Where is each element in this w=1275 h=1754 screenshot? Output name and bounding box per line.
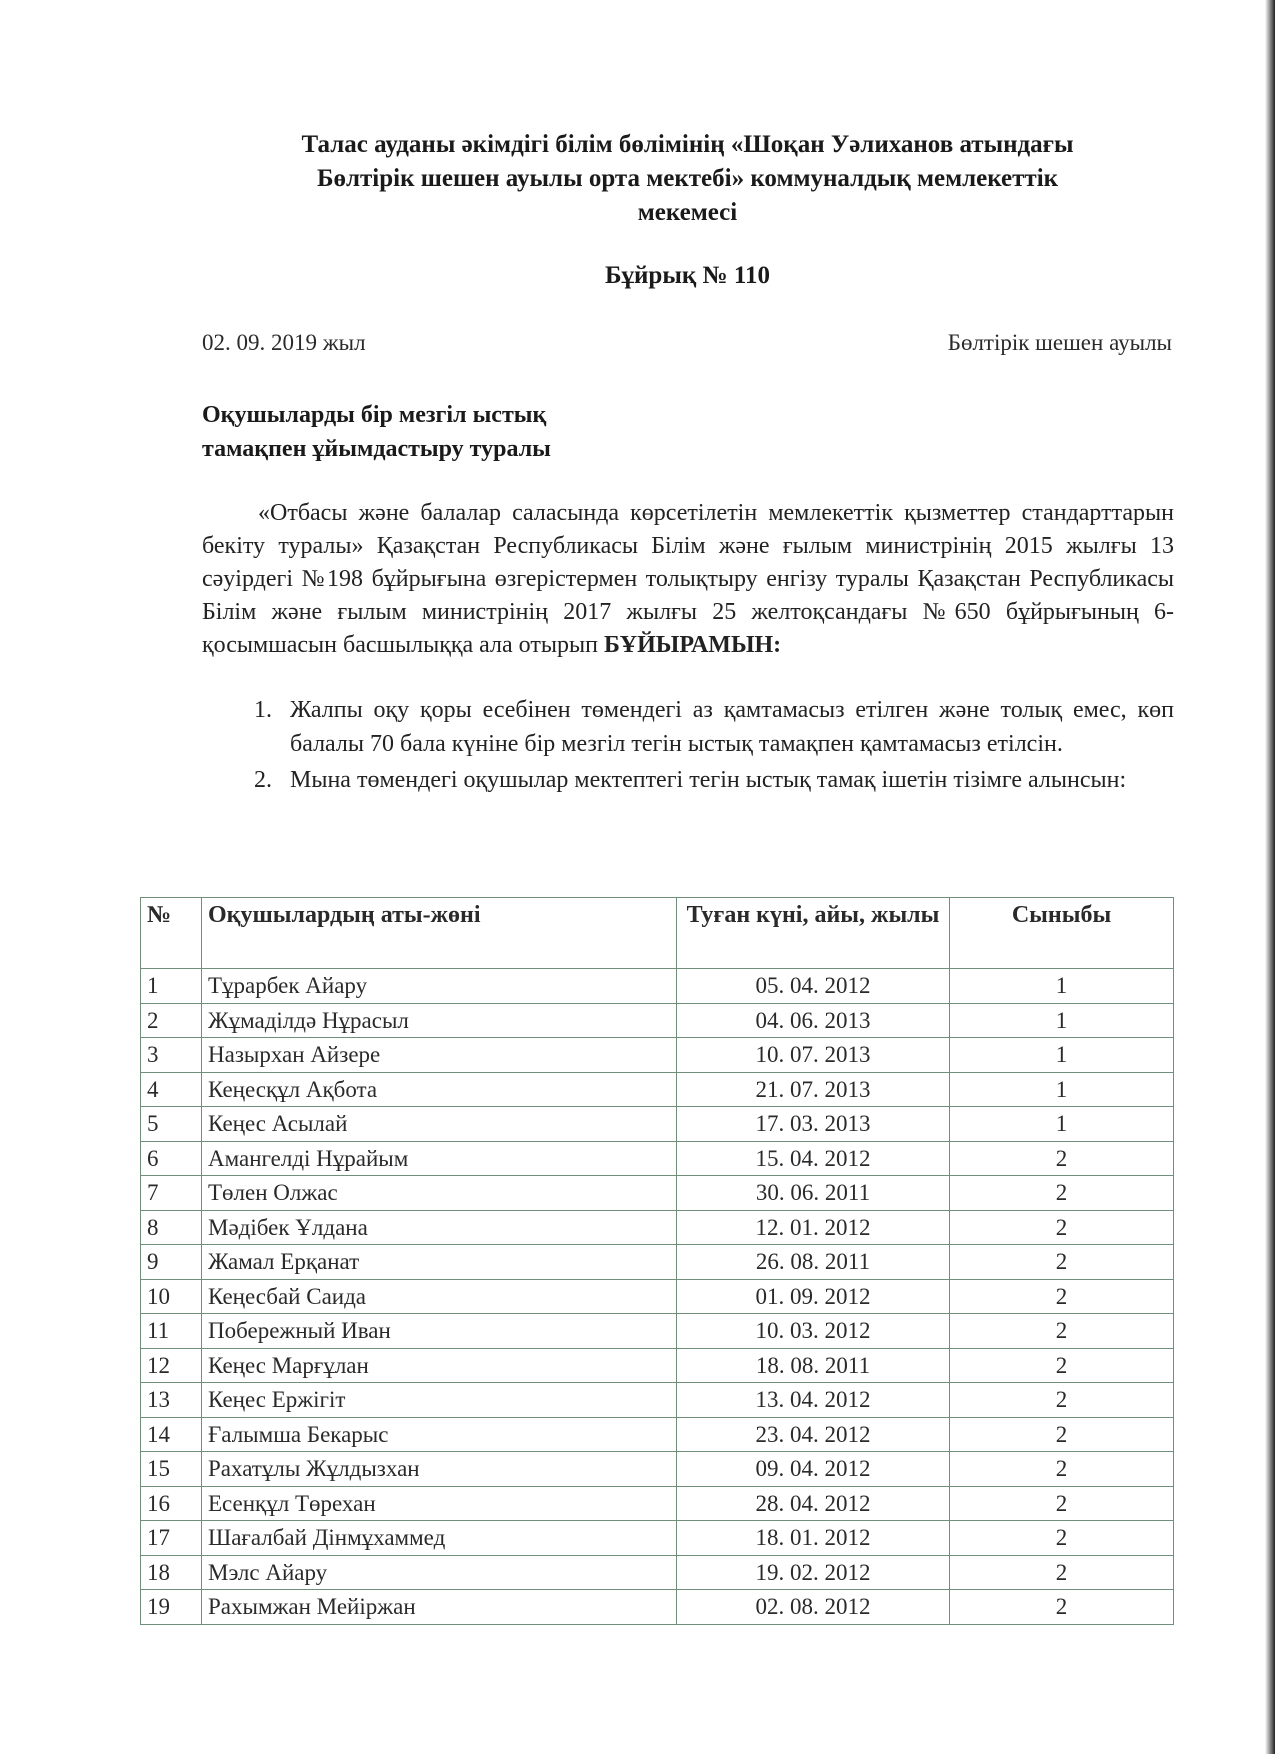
row-number-cell: 14 [141, 1417, 202, 1452]
grade-cell: 1 [950, 1003, 1174, 1038]
students-table-body [141, 969, 1174, 1625]
row-number-cell: 10 [141, 1279, 202, 1314]
birthdate-cell: 01. 09. 2012 [677, 1279, 950, 1314]
order-date: 02. 09. 2019 жыл [202, 330, 366, 355]
order-item [250, 763, 1174, 797]
birthdate-cell: 23. 04. 2012 [677, 1417, 950, 1452]
subject-line-1: Оқушыларды бір мезгіл ыстық [202, 402, 547, 428]
table-row [141, 1072, 1174, 1107]
table-row [141, 1245, 1174, 1280]
table-row [141, 1555, 1174, 1590]
scan-edge-shadow [1265, 0, 1275, 1754]
table-row [141, 1486, 1174, 1521]
birthdate-cell: 18. 08. 2011 [677, 1348, 950, 1383]
row-number-cell: 7 [141, 1176, 202, 1211]
birthdate-cell: 28. 04. 2012 [677, 1486, 950, 1521]
table-row [141, 1590, 1174, 1625]
student-name-cell: Мәдібек Ұлдана [202, 1210, 677, 1245]
table-row [141, 1003, 1174, 1038]
birthdate-cell: 09. 04. 2012 [677, 1452, 950, 1487]
birthdate-cell: 12. 01. 2012 [677, 1210, 950, 1245]
student-name-cell: Назырхан Айзере [202, 1038, 677, 1073]
grade-cell: 2 [950, 1176, 1174, 1211]
subject-line-2: тамақпен ұйымдастыру туралы [202, 436, 551, 462]
birthdate-cell: 13. 04. 2012 [677, 1383, 950, 1418]
student-name-cell: Побережный Иван [202, 1314, 677, 1349]
row-number-cell: 3 [141, 1038, 202, 1073]
student-name-cell: Мэлс Айару [202, 1555, 677, 1590]
student-name-cell: Кеңес Асылай [202, 1107, 677, 1142]
table-row [141, 1038, 1174, 1073]
student-name-cell: Төлен Олжас [202, 1176, 677, 1211]
table-header-row [141, 898, 1174, 969]
grade-cell: 2 [950, 1417, 1174, 1452]
student-name-cell: Кеңесқұл Ақбота [202, 1072, 677, 1107]
student-name-cell: Кеңес Ержігіт [202, 1383, 677, 1418]
row-number-cell: 17 [141, 1521, 202, 1556]
grade-cell: 2 [950, 1521, 1174, 1556]
row-number-cell: 8 [141, 1210, 202, 1245]
header-line-3: мекемесі [637, 199, 738, 226]
grade-cell: 1 [950, 1072, 1174, 1107]
table-row [141, 1314, 1174, 1349]
student-name-cell: Есенқұл Төрехан [202, 1486, 677, 1521]
row-number-cell: 15 [141, 1452, 202, 1487]
birthdate-cell: 19. 02. 2012 [677, 1555, 950, 1590]
preamble-emphasis: БҰЙЫРАМЫН: [603, 632, 782, 658]
birthdate-cell: 18. 01. 2012 [677, 1521, 950, 1556]
birthdate-cell: 10. 07. 2013 [677, 1038, 950, 1073]
column-header-birthdate: Туған күні, айы, жылы [677, 898, 950, 969]
column-header-grade: Сыныбы [950, 898, 1174, 969]
order-item [250, 693, 1174, 761]
grade-cell: 2 [950, 1245, 1174, 1280]
header-line-2: Бөлтірік шешен ауылы орта мектебі» коммуналдық мемлекеттік [316, 165, 1059, 192]
order-meta [202, 330, 1172, 356]
students-table [140, 897, 1174, 1625]
birthdate-cell: 17. 03. 2013 [677, 1107, 950, 1142]
grade-cell: 2 [950, 1555, 1174, 1590]
student-name-cell: Тұрарбек Айару [202, 969, 677, 1004]
table-row [141, 1521, 1174, 1556]
student-name-cell: Рахатұлы Жұлдызхан [202, 1452, 677, 1487]
student-name-cell: Кеңесбай Саида [202, 1279, 677, 1314]
row-number-cell: 11 [141, 1314, 202, 1349]
student-name-cell: Жамал Ерқанат [202, 1245, 677, 1280]
preamble-paragraph [202, 497, 1174, 662]
table-row [141, 1452, 1174, 1487]
institution-header [200, 128, 1175, 230]
table-row [141, 1383, 1174, 1418]
birthdate-cell: 05. 04. 2012 [677, 969, 950, 1004]
table-row [141, 1348, 1174, 1383]
table-row [141, 1210, 1174, 1245]
birthdate-cell: 04. 06. 2013 [677, 1003, 950, 1038]
order-item-number: 2. [254, 767, 272, 793]
grade-cell: 1 [950, 1038, 1174, 1073]
table-row [141, 1176, 1174, 1211]
order-title: Бұйрық № 110 [604, 262, 770, 289]
row-number-cell: 4 [141, 1072, 202, 1107]
row-number-cell: 2 [141, 1003, 202, 1038]
grade-cell: 1 [950, 1107, 1174, 1142]
table-row [141, 1107, 1174, 1142]
student-name-cell: Шағалбай Дінмұхаммед [202, 1521, 677, 1556]
birthdate-cell: 15. 04. 2012 [677, 1141, 950, 1176]
order-item-text: Жалпы оқу қоры есебінен төмендегі аз қамтамасыз етілген және толық емес, көп балалы 70 бала күніне бір мезгіл тегін ыстық тамақпен қамтамасыз етілсін. [290, 697, 1174, 757]
order-items [250, 693, 1174, 799]
grade-cell: 2 [950, 1141, 1174, 1176]
row-number-cell: 12 [141, 1348, 202, 1383]
birthdate-cell: 10. 03. 2012 [677, 1314, 950, 1349]
birthdate-cell: 26. 08. 2011 [677, 1245, 950, 1280]
grade-cell: 2 [950, 1279, 1174, 1314]
table-row [141, 1417, 1174, 1452]
grade-cell: 2 [950, 1314, 1174, 1349]
grade-cell: 2 [950, 1486, 1174, 1521]
grade-cell: 2 [950, 1452, 1174, 1487]
row-number-cell: 9 [141, 1245, 202, 1280]
header-line-1: Талас ауданы әкімдігі білім бөлімінің «Шоқан Уәлиханов атындағы [301, 131, 1074, 158]
order-place: Бөлтірік шешен ауылы [947, 330, 1172, 355]
table-row [141, 1279, 1174, 1314]
order-subject [202, 398, 551, 466]
student-name-cell: Жұмаділдә Нұрасыл [202, 1003, 677, 1038]
row-number-cell: 6 [141, 1141, 202, 1176]
birthdate-cell: 02. 08. 2012 [677, 1590, 950, 1625]
preamble-text: «Отбасы және балалар саласында көрсетілетін мемлекеттік қызметтер стандарттарын бекіту туралы» Қазақстан Республикасы Білім және ғылым министрінің 2015 жылғы 13 сәуірдегі №198 бұйрығына өзгерістермен толықтыру енгізу туралы Қазақстан Республикасы Білім және ғылым министрінің 2017 жылғы 25 желтоқсандағы №650 бұйрығының 6-қосымшасын басшылыққа ала отырып [202, 500, 1174, 658]
row-number-cell: 13 [141, 1383, 202, 1418]
order-item-text: Мына төмендегі оқушылар мектептегі тегін ыстық тамақ ішетін тізімге алынсын: [290, 767, 1127, 793]
grade-cell: 2 [950, 1383, 1174, 1418]
grade-cell: 1 [950, 969, 1174, 1004]
row-number-cell: 1 [141, 969, 202, 1004]
student-name-cell: Рахымжан Мейіржан [202, 1590, 677, 1625]
row-number-cell: 5 [141, 1107, 202, 1142]
row-number-cell: 19 [141, 1590, 202, 1625]
order-item-number: 1. [254, 697, 272, 723]
column-header-name: Оқушылардың аты-жөні [202, 898, 677, 969]
student-name-cell: Кеңес Марғұлан [202, 1348, 677, 1383]
table-row [141, 1141, 1174, 1176]
student-name-cell: Амангелді Нұрайым [202, 1141, 677, 1176]
grade-cell: 2 [950, 1210, 1174, 1245]
grade-cell: 2 [950, 1348, 1174, 1383]
table-row [141, 969, 1174, 1004]
row-number-cell: 18 [141, 1555, 202, 1590]
student-name-cell: Ғалымша Бекарыс [202, 1417, 677, 1452]
column-header-number: № [141, 898, 202, 969]
row-number-cell: 16 [141, 1486, 202, 1521]
birthdate-cell: 21. 07. 2013 [677, 1072, 950, 1107]
birthdate-cell: 30. 06. 2011 [677, 1176, 950, 1211]
grade-cell: 2 [950, 1590, 1174, 1625]
